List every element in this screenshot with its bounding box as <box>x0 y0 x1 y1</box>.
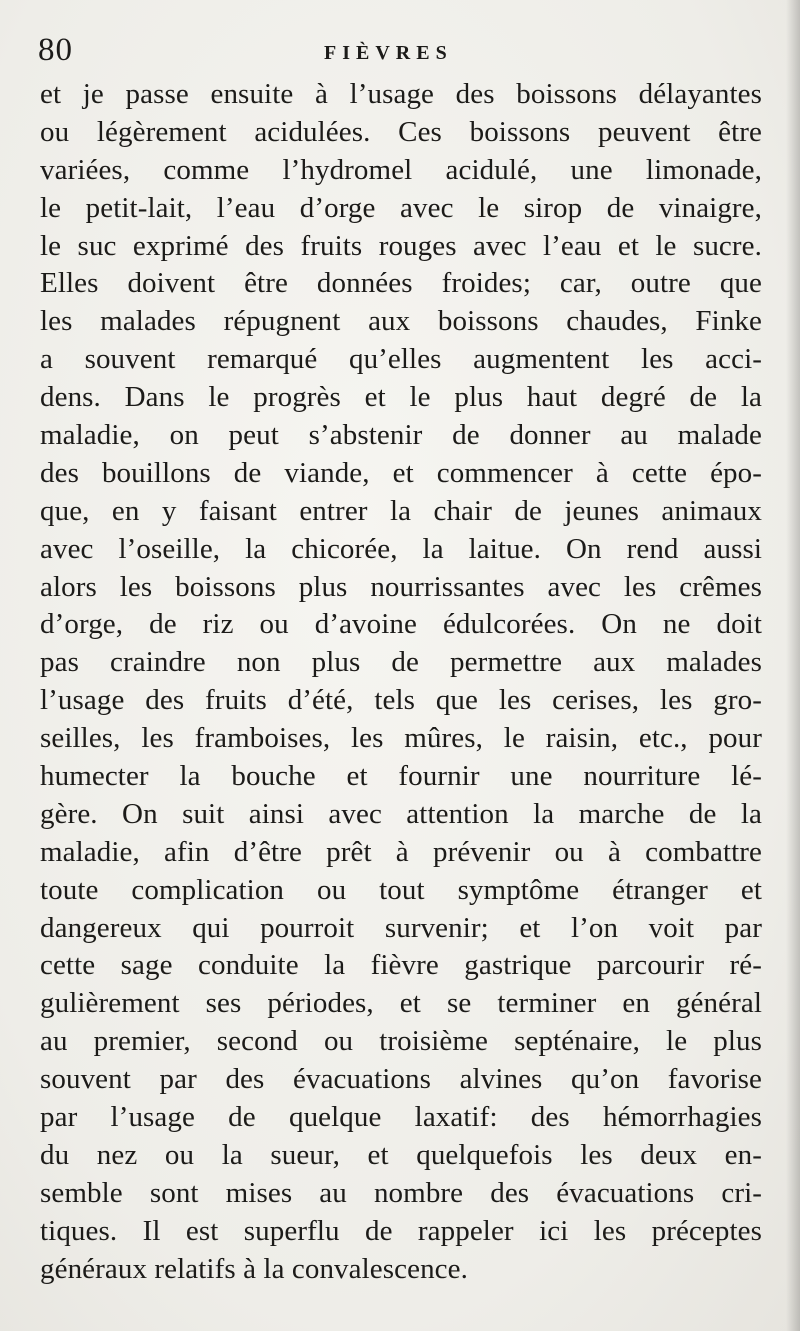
text-line: l’usage des fruits d’été, tels que les cerises, les gro- <box>40 684 762 717</box>
text-line: du nez ou la sueur, et quelquefois les deux en- <box>40 1138 762 1171</box>
text-line: toute complication ou tout symptôme étranger et <box>40 873 762 906</box>
text-line: tiques. Il est superflu de rappeler ici les préceptes <box>40 1214 762 1247</box>
body-text <box>40 76 762 1289</box>
text-line: des bouillons de viande, et commencer à cette épo- <box>40 456 762 489</box>
text-line: souvent par des évacuations alvines qu’on favorise <box>40 1063 762 1096</box>
text-line: Elles doivent être données froides; car, outre que <box>40 267 762 300</box>
text-line: et je passe ensuite à l’usage des boissons délayantes <box>40 78 762 110</box>
text-line: ou légèrement acidulées. Ces boissons peuvent être <box>40 115 762 148</box>
text-line: que, en y faisant entrer la chair de jeunes animaux <box>40 494 762 527</box>
text-line: par l’usage de quelque laxatif: des hémorrhagies <box>40 1101 762 1134</box>
text-line: cette sage conduite la fièvre gastrique parcourir ré- <box>40 949 762 982</box>
text-line: semble sont mises au nombre des évacuations cri- <box>40 1176 762 1209</box>
text-line: alors les boissons plus nourrissantes avec les crêmes <box>40 570 762 603</box>
text-line: gère. On suit ainsi avec attention la marche de la <box>40 797 762 830</box>
text-line: généraux relatifs à la convalescence. <box>40 1252 468 1285</box>
text-line: variées, comme l’hydromel acidulé, une limonade, <box>40 153 762 186</box>
page-number: 80 <box>38 32 73 68</box>
text-line: dangereux qui pourroit survenir; et l’on voit par <box>40 911 762 944</box>
text-line: pas craindre non plus de permettre aux malades <box>40 646 762 679</box>
text-line: avec l’oseille, la chicorée, la laitue. On rend aussi <box>40 532 762 565</box>
text-line: maladie, on peut s’abstenir de donner au malade <box>40 419 762 452</box>
text-line: le petit-lait, l’eau d’orge avec le sirop de vinaigre, <box>40 191 762 224</box>
page-edge-shadow <box>786 0 800 1331</box>
running-title: FIÈVRES <box>324 42 453 64</box>
text-line: les malades répugnent aux boissons chaudes, Finke <box>40 305 762 338</box>
text-line: maladie, afin d’être prêt à prévenir ou à combattre <box>40 835 762 868</box>
text-line: d’orge, de riz ou d’avoine édulcorées. On ne doit <box>40 608 762 641</box>
text-line: humecter la bouche et fournir une nourriture lé- <box>40 760 762 793</box>
text-line: au premier, second ou troisième septénaire, le plus <box>40 1025 762 1058</box>
text-line: seilles, les framboises, les mûres, le raisin, etc., pour <box>40 722 762 755</box>
page-header <box>34 30 754 74</box>
text-line: dens. Dans le progrès et le plus haut degré de la <box>40 381 762 414</box>
text-line: gulièrement ses périodes, et se terminer en général <box>40 987 762 1020</box>
text-line: le suc exprimé des fruits rouges avec l’eau et le sucre. <box>40 229 762 262</box>
text-line: a souvent remarqué qu’elles augmentent les acci- <box>40 343 762 376</box>
